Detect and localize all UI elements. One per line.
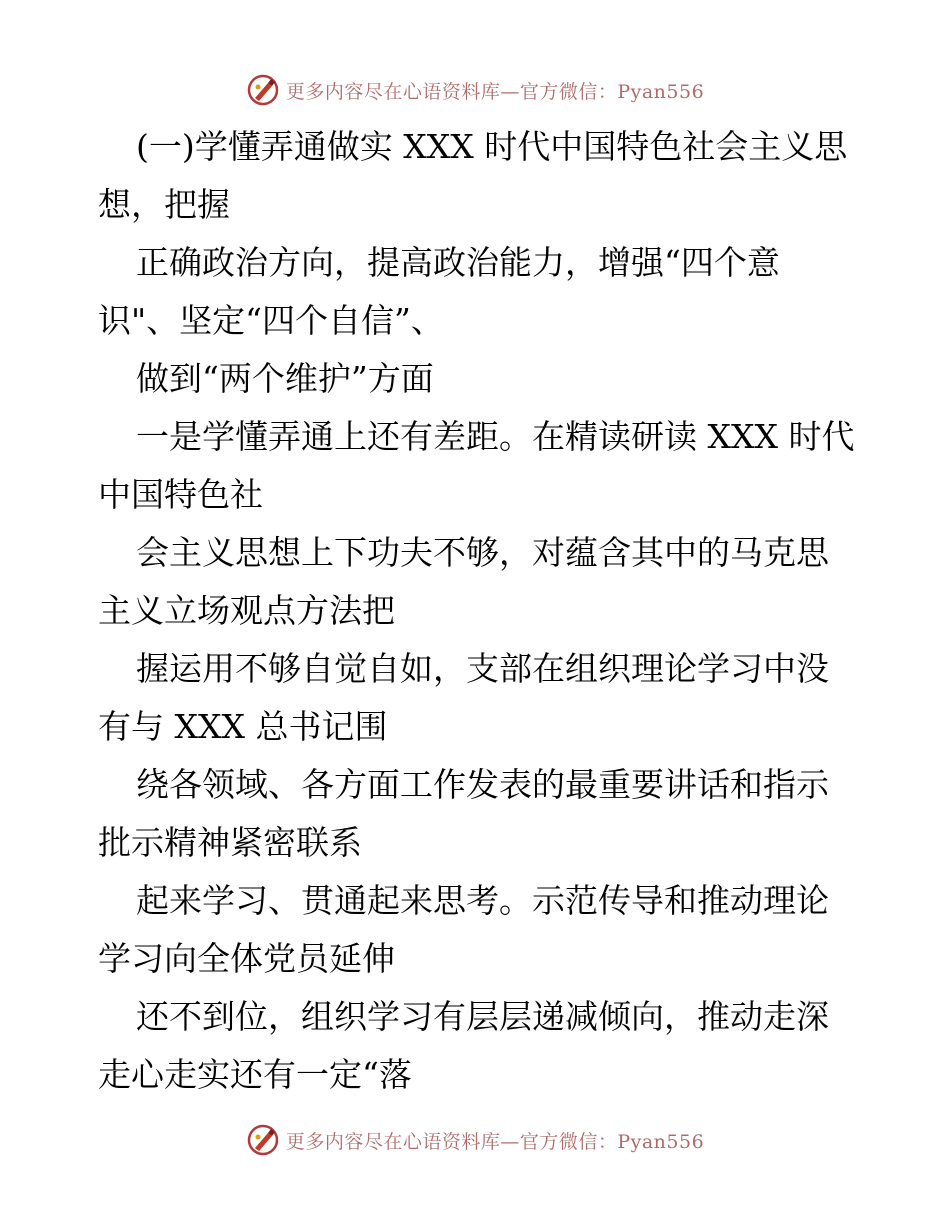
paragraph-5: 会主义思想上下功夫不够，对蕴含其中的马克思主义立场观点方法把 xyxy=(98,533,829,630)
paragraph-3: 做到“两个维护”方面 xyxy=(136,359,434,398)
document-body xyxy=(98,118,858,1104)
pen-logo-icon xyxy=(246,73,280,107)
paragraph-1: (一)学懂弄通做实 XXX 时代中国特色社会主义思想，把握 xyxy=(98,127,848,224)
footer-banner-inner xyxy=(246,1123,704,1157)
paragraph-2: 正确政治方向，提高政治能力，增强“四个意识"、坚定“四个自信”、 xyxy=(98,243,780,340)
paragraph-9: 还不到位，组织学习有层层递减倾向，推动走深走心走实还有一定“落 xyxy=(98,997,829,1094)
pen-logo-icon xyxy=(246,1123,280,1157)
paragraph-6: 握运用不够自觉自如，支部在组织理论学习中没有与 XXX 总书记围 xyxy=(98,649,829,746)
footer-banner-text: 更多内容尽在心语资料库—官方微信：Pyan556 xyxy=(285,1130,705,1153)
paragraph-4: 一是学懂弄通上还有差距。在精读研读 XXX 时代中国特色社 xyxy=(98,417,855,514)
paragraph-8: 起来学习、贯通起来思考。示范传导和推动理论学习向全体党员延伸 xyxy=(98,881,829,978)
header-banner-text: 更多内容尽在心语资料库—官方微信：Pyan556 xyxy=(285,80,705,103)
header-banner-inner xyxy=(246,73,704,107)
header-banner xyxy=(0,70,950,110)
paragraph-7: 绕各领域、各方面工作发表的最重要讲话和指示批示精神紧密联系 xyxy=(98,765,829,862)
footer-banner xyxy=(0,1120,950,1160)
